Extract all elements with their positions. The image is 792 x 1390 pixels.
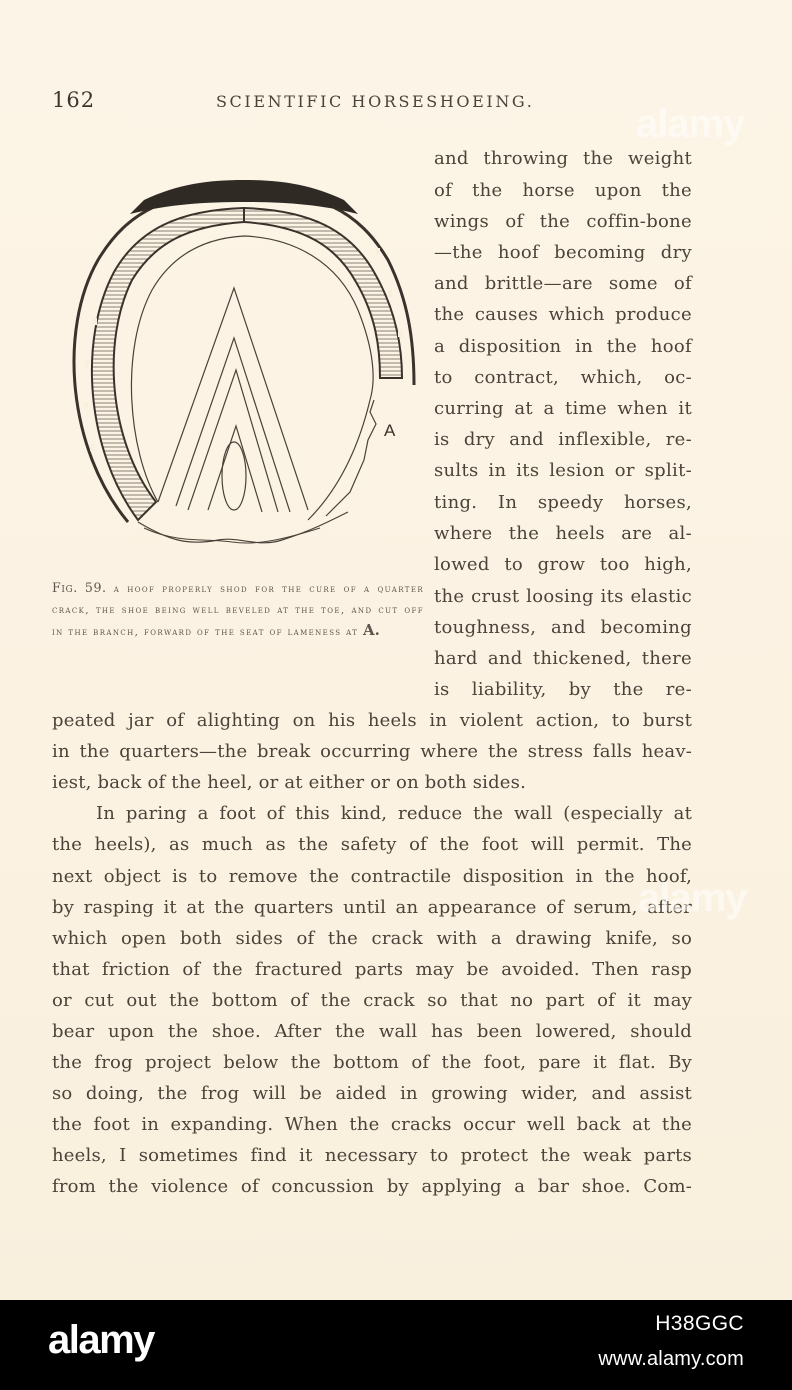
side-line: lowed to grow too high, [434,554,692,575]
running-title: SCIENTIFIC HORSESHOEING. [216,92,535,111]
side-line: toughness, and becoming [434,617,692,638]
body-line: peated jar of alighting on his heels in violent action, to burst [52,710,692,731]
figure-caption-text: a hoof properly shod for the cure of a quarter crack, the shoe being well beveled at the toe, and cut off in the branch, forward of the seat of lameness at [52,583,425,639]
body-line: so doing, the frog will be aided in growing wider, and assist [52,1083,692,1104]
side-line: wings of the coffin-bone [434,211,692,232]
side-line: hard and thickened, there [434,648,692,669]
page-number: 162 [52,88,96,112]
figure-caption-label: Fig. 59. [52,580,107,595]
body-line: heels, I sometimes find it necessary to protect the weak parts [52,1145,692,1166]
side-line: —the hoof becoming dry [434,242,692,263]
body-line: which open both sides of the crack with a drawing knife, so [52,928,692,949]
site-url: www.alamy.com [598,1348,744,1370]
watermark-top: alamy [636,102,745,146]
side-line: where the heels are al- [434,523,692,544]
alamy-logo: alamy [48,1318,154,1362]
side-line: is liability, by the re- [434,679,692,700]
body-line: iest, back of the heel, or at either or on both sides. [52,772,527,793]
watermark-middle: alamy [638,876,747,920]
body-line: from the violence of concussion by applying a bar shoe. Com- [52,1176,692,1197]
quarter-crack [326,400,376,516]
side-line: the causes which produce [434,304,692,325]
body-line: by rasping it at the quarters until an appearance of serum, after [52,897,692,918]
body-line: that friction of the fractured parts may be avoided. Then rasp [52,959,692,980]
body-line: next object is to remove the contractile disposition in the hoof, [52,866,692,887]
body-line: the frog project below the bottom of the foot, pare it flat. By [52,1052,692,1073]
sole-outline [131,236,373,520]
side-line: curring at a time when it [434,398,692,419]
shoe-right-branch [244,208,402,378]
hoof-shoe-illustration [58,150,430,568]
body-line: bear upon the shoe. After the wall has been lowered, should [52,1021,692,1042]
side-line: and throwing the weight [434,148,692,169]
figure-label-a: A [384,421,396,440]
body-line: or cut out the bottom of the crack so that no part of it may [52,990,692,1011]
side-line: is dry and inflexible, re- [434,429,692,450]
frog [158,288,308,512]
side-line: and brittle—are some of [434,273,692,294]
image-id: H38GGC [655,1312,744,1335]
hoof-heel-base [138,512,348,543]
body-line: the foot in expanding. When the cracks occur well back at the [52,1114,692,1135]
side-line: to contract, which, oc- [434,367,692,388]
side-line: a disposition in the hoof [434,336,692,357]
side-line: of the horse upon the [434,180,692,201]
figure-caption-ref: A. [363,621,380,640]
side-line: sults in its lesion or split- [434,460,692,481]
body-line: In paring a foot of this kind, reduce the wall (especially at [96,803,692,824]
figure-caption [52,578,424,643]
body-line: in the quarters—the break occurring where the stress falls heav- [52,741,692,762]
side-line: ting. In speedy horses, [434,492,692,513]
side-line: the crust loosing its elastic [434,586,692,607]
body-line: the heels), as much as the safety of the foot will permit. The [52,834,692,855]
